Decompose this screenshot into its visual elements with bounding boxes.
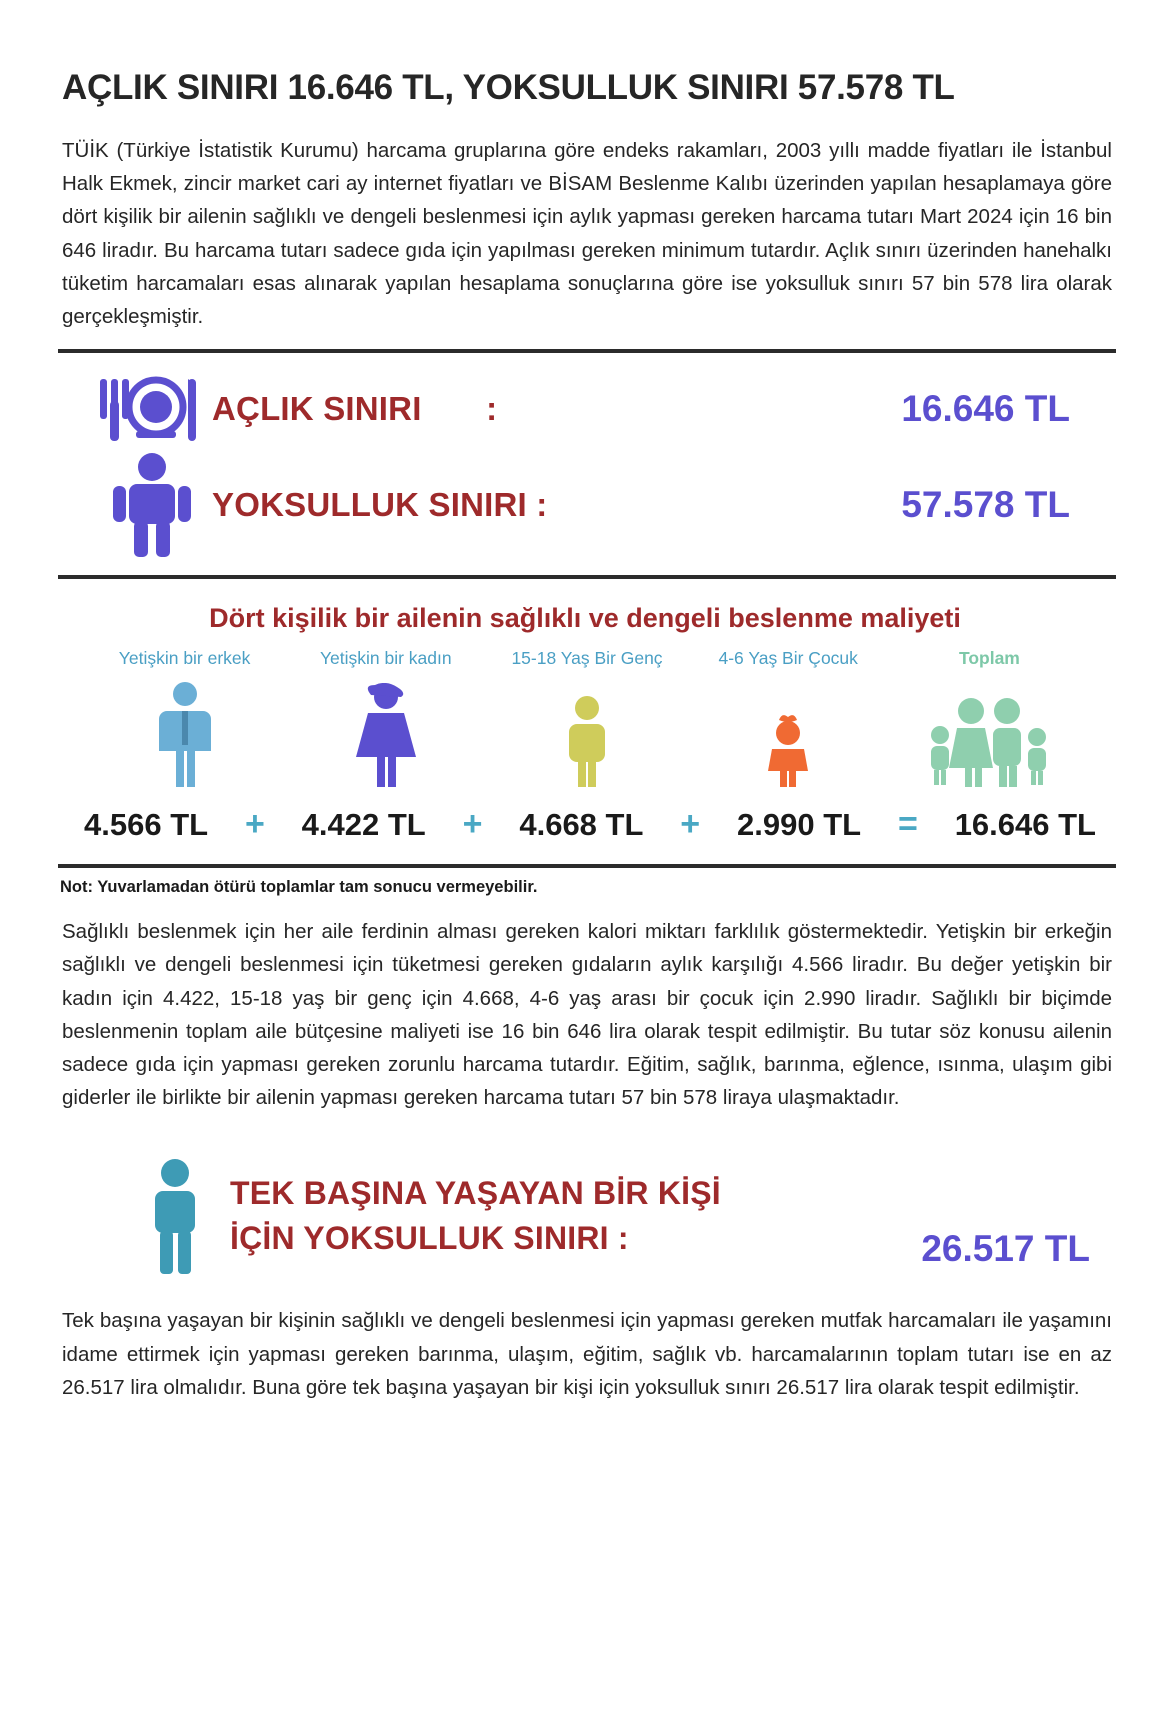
hunger-limit-value: 16.646 TL bbox=[901, 388, 1070, 430]
family-figures-row bbox=[40, 648, 1130, 787]
operator-plus-1: + bbox=[244, 805, 265, 844]
operator-plus-2: + bbox=[462, 805, 483, 844]
poverty-limit-label: YOKSULLUK SINIRI : bbox=[212, 486, 548, 524]
single-person-label bbox=[230, 1171, 721, 1262]
family-column-total bbox=[889, 648, 1090, 787]
poverty-limit-row bbox=[92, 457, 1130, 553]
family-caption-teen: 15-18 Yaş Bir Genç bbox=[511, 648, 663, 669]
poverty-limit-value: 57.578 TL bbox=[901, 484, 1070, 526]
hunger-limit-label: AÇLIK SINIRI bbox=[212, 390, 422, 428]
amount-man: 4.566 TL bbox=[84, 806, 209, 842]
third-paragraph: Tek başına yaşayan bir kişinin sağlıklı ve dengeli beslenmesi için yapması gereken mutfak harcamaları ile yaşamını idame ettirmek için yapması gereken barınma, ulaşım, eğitim, sağlık vb. harcamalarının toplam tutarı ise en az 26.517 lira olmalıdır. Buna göre tek başına yaşayan bir kişi için yoksulluk sınırı 26.517 lira olarak tespit edilmiştir. bbox=[62, 1309, 1112, 1399]
single-person-value: 26.517 TL bbox=[921, 1228, 1090, 1270]
operator-plus-3: + bbox=[680, 805, 701, 844]
family-column-woman bbox=[285, 648, 486, 787]
rounding-note: Not: Yuvarlamadan ötürü toplamlar tam sonucu vermeyebilir. bbox=[60, 878, 538, 897]
intro-paragraph: TÜİK (Türkiye İstatistik Kurumu) harcama gruplarına göre endeks rakamları, 2003 yıllı madde fiyatları ile İstanbul Halk Ekmek, zincir market cari ay internet fiyatları ve BİSAM Beslenme Kalıbı üzerinden yapılan hesaplamaya göre dört kişilik bir ailenin sağlıklı ve dengeli beslenmesi için aylık yapması gereken harcama tutarı Mart 2024 için 16 bin 646 liradır. Bu harcama tutarı sadece gıda için yapılması gereken minimum tutardır. Açlık sınırı üzerinden hanehalkı tüketim harcamaları esas alınarak yapılan hesaplama sonuçlarına göre ise yoksulluk sınırı 57 bin 578 lira olarak gerçekleşmiştir. bbox=[62, 139, 1112, 329]
family-caption-man: Yetişkin bir erkek bbox=[118, 648, 251, 669]
divider-bottom bbox=[58, 864, 1116, 868]
person-icon bbox=[92, 451, 212, 559]
second-paragraph: Sağlıklı beslenmek için her aile ferdinin alması gereken kalori miktarı farklılık göstermektedir. Yetişkin bir erkeğin sağlıklı ve dengeli beslenmesi için tüketmesi gereken gıdaların aylık karşılığı 4.566 liradır. Bu değer yetişkin bir kadın için 4.422, 15-18 yaş bir genç için 4.668, 4-6 yaş arası bir çocuk için 2.990 liradır. Sağlıklı bir biçimde beslenmenin toplam aile bütçesine maliyeti ise 16 bin 646 lira olarak tespit edilmiştir. Bu tutar söz konusu ailenin sadece gıda için yapması gereken zorunlu harcama tutardır. Eğitim, sağlık, barınma, eğlence, ısınma, ulaşım gibi giderler ile birlikte bir ailenin yapması gereken harcama tutarı 57 bin 578 liraya ulaşmaktadır. bbox=[62, 920, 1112, 1110]
amount-total: 16.646 TL bbox=[954, 806, 1096, 842]
hunger-limit-row bbox=[92, 361, 1130, 457]
hunger-limit-colon: : bbox=[486, 390, 498, 428]
amount-teen: 4.668 TL bbox=[519, 806, 644, 842]
family-caption-total: Toplam bbox=[958, 648, 1020, 669]
plate-fork-knife-icon bbox=[92, 373, 212, 445]
single-person-section bbox=[40, 1158, 1130, 1274]
teen-icon bbox=[486, 677, 687, 787]
limits-section bbox=[40, 353, 1130, 559]
amount-woman: 4.422 TL bbox=[301, 806, 426, 842]
single-person-line1: TEK BAŞINA YAŞAYAN BİR KİŞİ bbox=[230, 1175, 721, 1211]
family-cost-title: Dört kişilik bir ailenin sağlıklı ve dengeli beslenme maliyeti bbox=[209, 603, 961, 634]
family-cost-section bbox=[40, 579, 1130, 848]
page-title: AÇLIK SINIRI 16.646 TL, YOKSULLUK SINIRI 57.578 TL bbox=[62, 68, 955, 107]
adult-woman-icon bbox=[285, 677, 486, 787]
adult-man-icon bbox=[84, 677, 285, 787]
family-column-man bbox=[84, 648, 285, 787]
family-column-teen bbox=[486, 648, 687, 787]
single-person-line2: İÇİN YOKSULLUK SINIRI : bbox=[230, 1220, 629, 1257]
family-caption-child: 4-6 Yaş Bir Çocuk bbox=[718, 648, 858, 669]
document-sheet bbox=[40, 68, 1130, 1404]
person-icon bbox=[120, 1158, 230, 1274]
family-group-icon bbox=[889, 677, 1090, 787]
operator-equals: = bbox=[897, 805, 918, 844]
family-amounts-row bbox=[40, 793, 1130, 848]
family-caption-woman: Yetişkin bir kadın bbox=[319, 648, 452, 669]
amount-child: 2.990 TL bbox=[737, 806, 862, 842]
family-column-child bbox=[688, 648, 889, 787]
child-icon bbox=[688, 677, 889, 787]
